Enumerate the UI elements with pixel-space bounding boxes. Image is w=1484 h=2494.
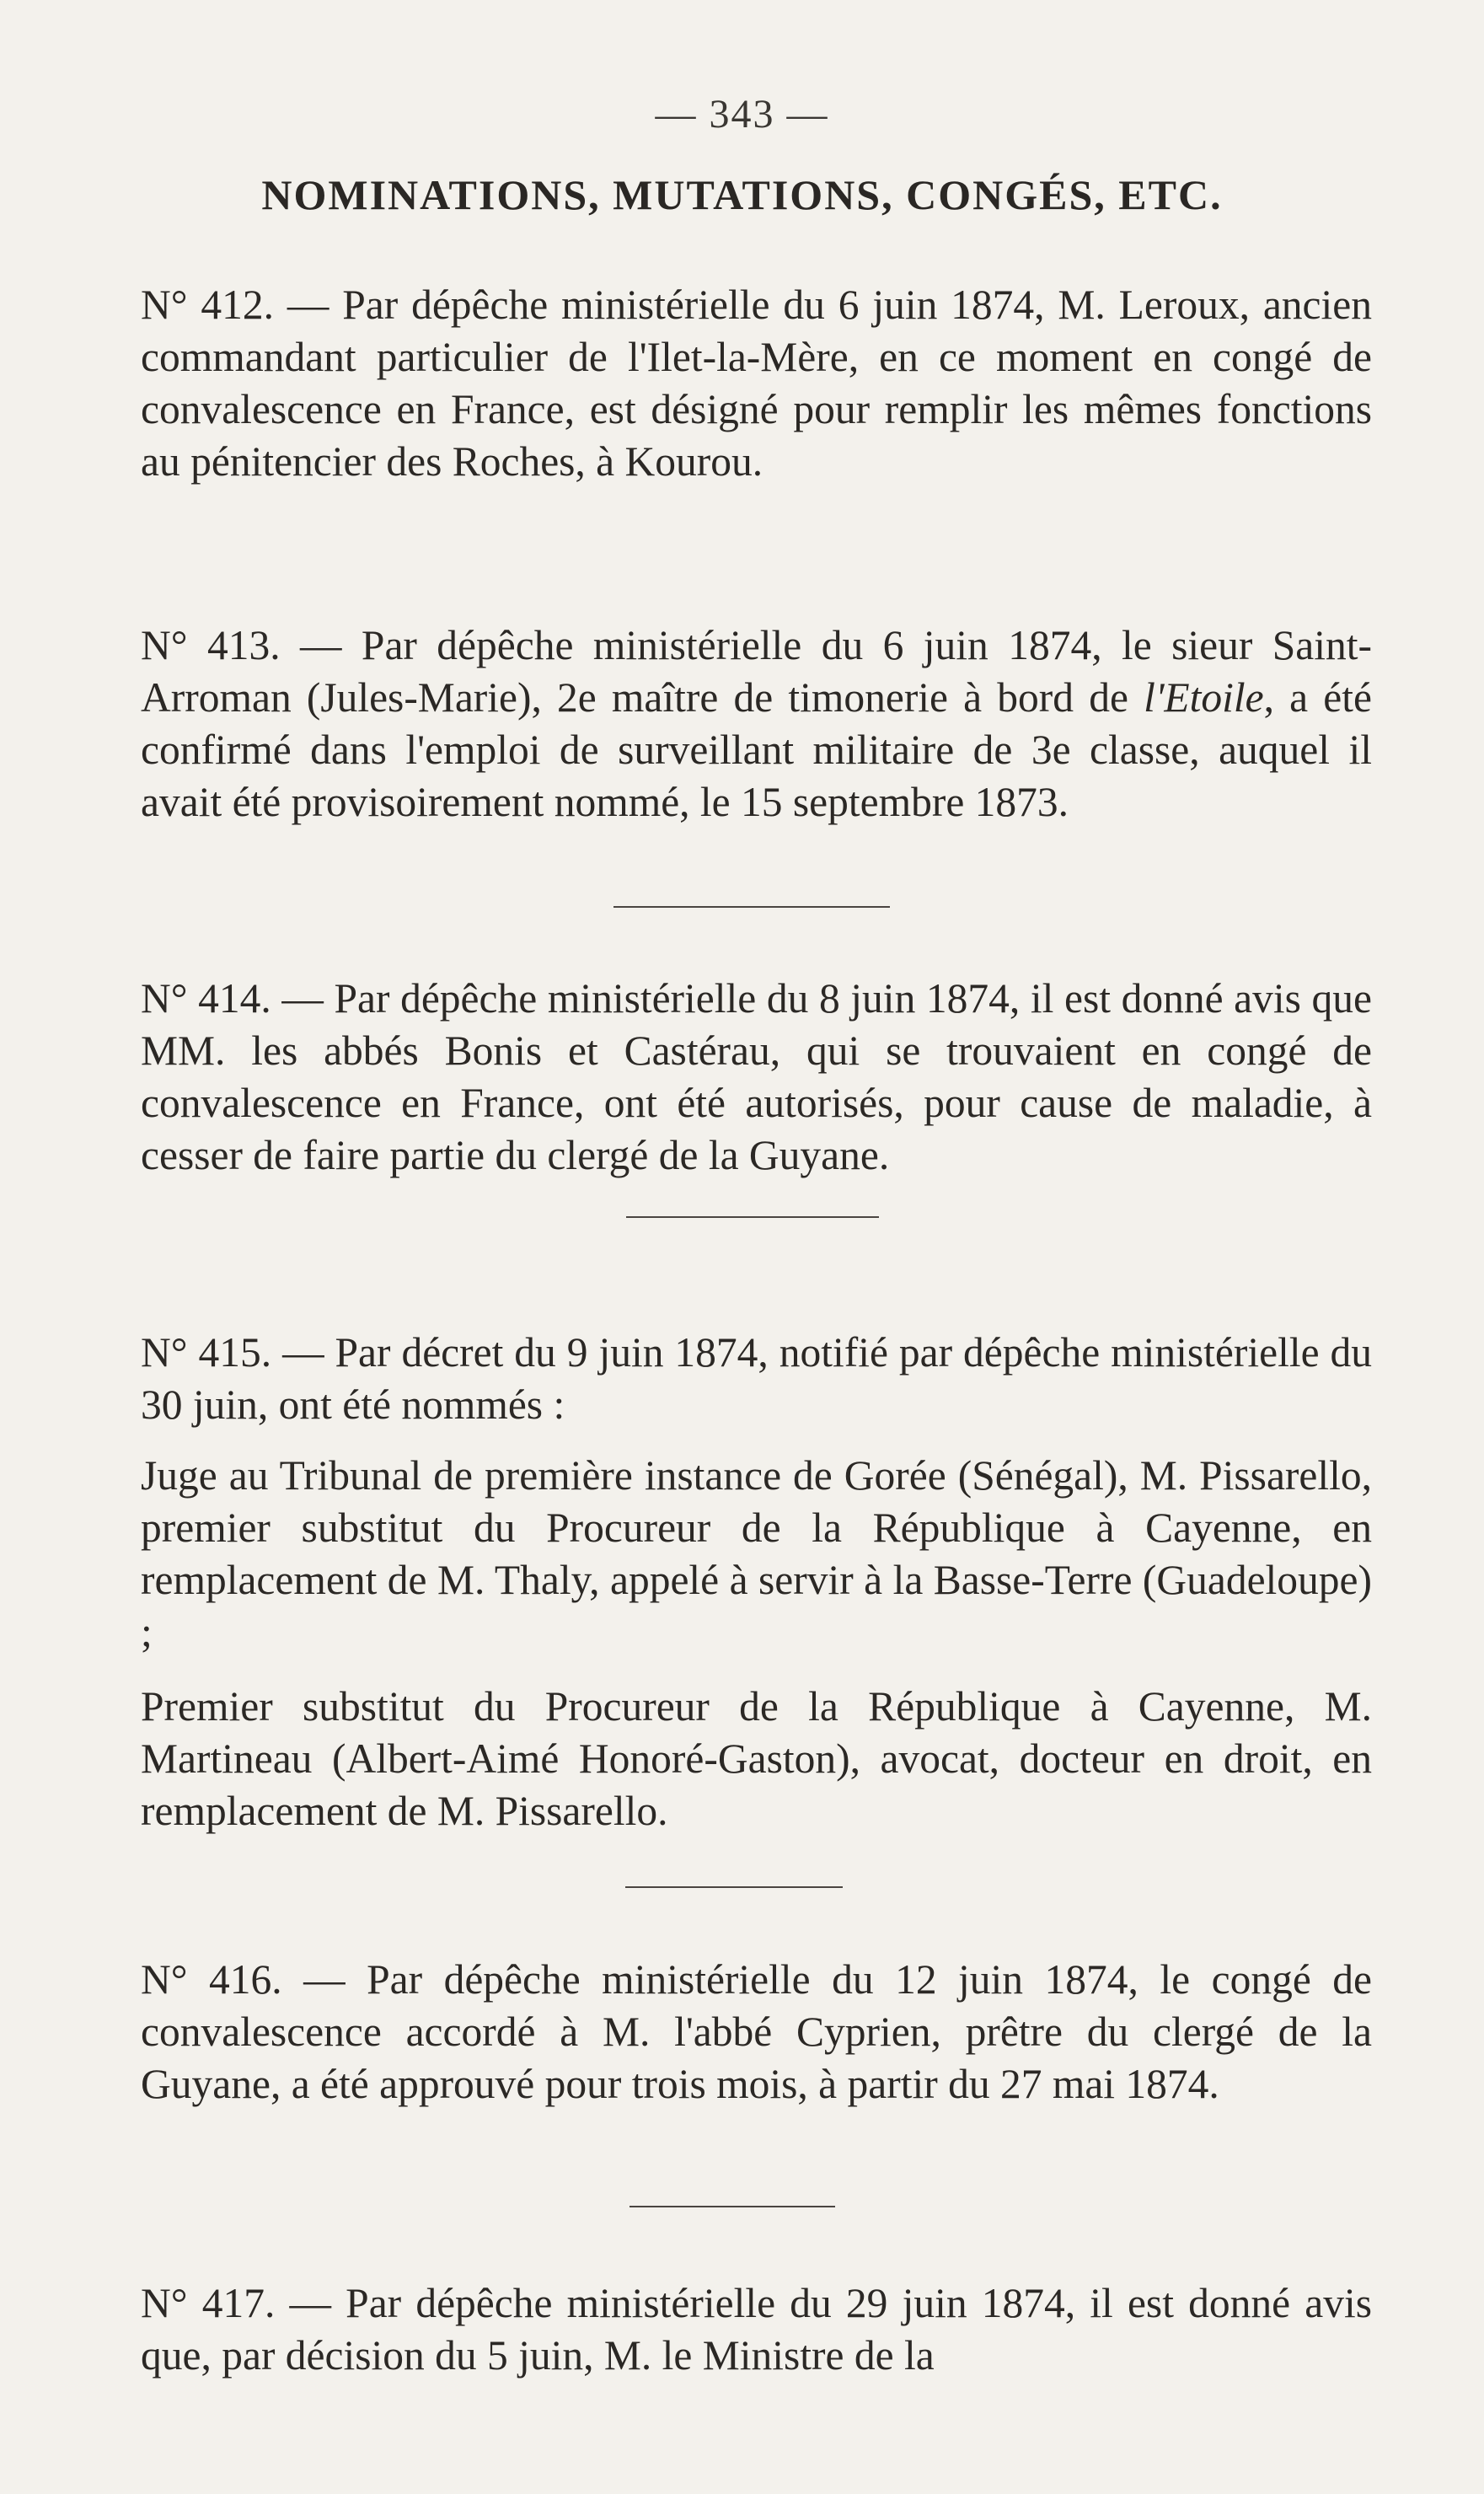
page-number: — 343 — (655, 92, 829, 137)
section-heading: NOMINATIONS, MUTATIONS, CONGÉS, ETC. (261, 171, 1223, 218)
separator-rule (613, 906, 890, 908)
entry-416: N° 416. — Par dépêche ministérielle du 12 juin 1874, le congé de convalescence accordé à M. l'abbé Cyprien, prêtre du clergé de la Guyane, a été approuvé pour trois mois, à partir du 27 mai 1874. (141, 1956, 1372, 2107)
separator-rule (626, 1216, 879, 1218)
entry-412: N° 412. — Par dépêche ministérielle du 6 juin 1874, M. Leroux, ancien commandant particulier de l'Ilet-la-Mère, en ce moment en congé de convalescence en France, est désigné pour remplir les mêmes fonctions au pénitencier des Roches, à Kourou. (141, 282, 1372, 485)
separator-rule (629, 2206, 835, 2207)
entry-415: N° 415. — Par décret du 9 juin 1874, notifié par dépêche ministérielle du 30 juin, ont été nommés : (141, 1329, 1372, 1428)
ship-name: l'Etoile (1144, 674, 1264, 721)
entry-417: N° 417. — Par dépêche ministérielle du 29 juin 1874, il est donné avis que, par décision du 5 juin, M. le Ministre de la (141, 2280, 1372, 2379)
entry-413-text-after: , a été confirmé dans l'emploi de surveillant militaire de 3e classe, auquel il avait été provisoirement nommé, le 15 septembre 1873. (141, 674, 1372, 825)
entry-413 (141, 619, 1372, 829)
separator-rule (625, 1886, 843, 1888)
entry-413-text-before: N° 413. — Par dépêche ministérielle du 6 juin 1874, le sieur Saint-Arroman (Jules-Marie), 2e maître de timonerie à bord de (141, 622, 1372, 721)
entry-414: N° 414. — Par dépêche ministérielle du 8 juin 1874, il est donné avis que MM. les abbés Bonis et Castérau, qui se trouvaient en congé de convalescence en France, ont été autorisés, pour cause de maladie, à cesser de faire partie du clergé de la Guyane. (141, 975, 1372, 1178)
entry-415-judge: Juge au Tribunal de première instance de Gorée (Sénégal), M. Pissarello, premier substitut du Procureur de la République à Cayenne, en remplacement de M. Thaly, appelé à servir à la Basse-Terre (Guadeloupe) ; (141, 1452, 1372, 1655)
entry-415-substitute: Premier substitut du Procureur de la République à Cayenne, M. Martineau (Albert-Aimé Honoré-Gaston), avocat, docteur en droit, en remplacement de M. Pissarello. (141, 1683, 1372, 1834)
